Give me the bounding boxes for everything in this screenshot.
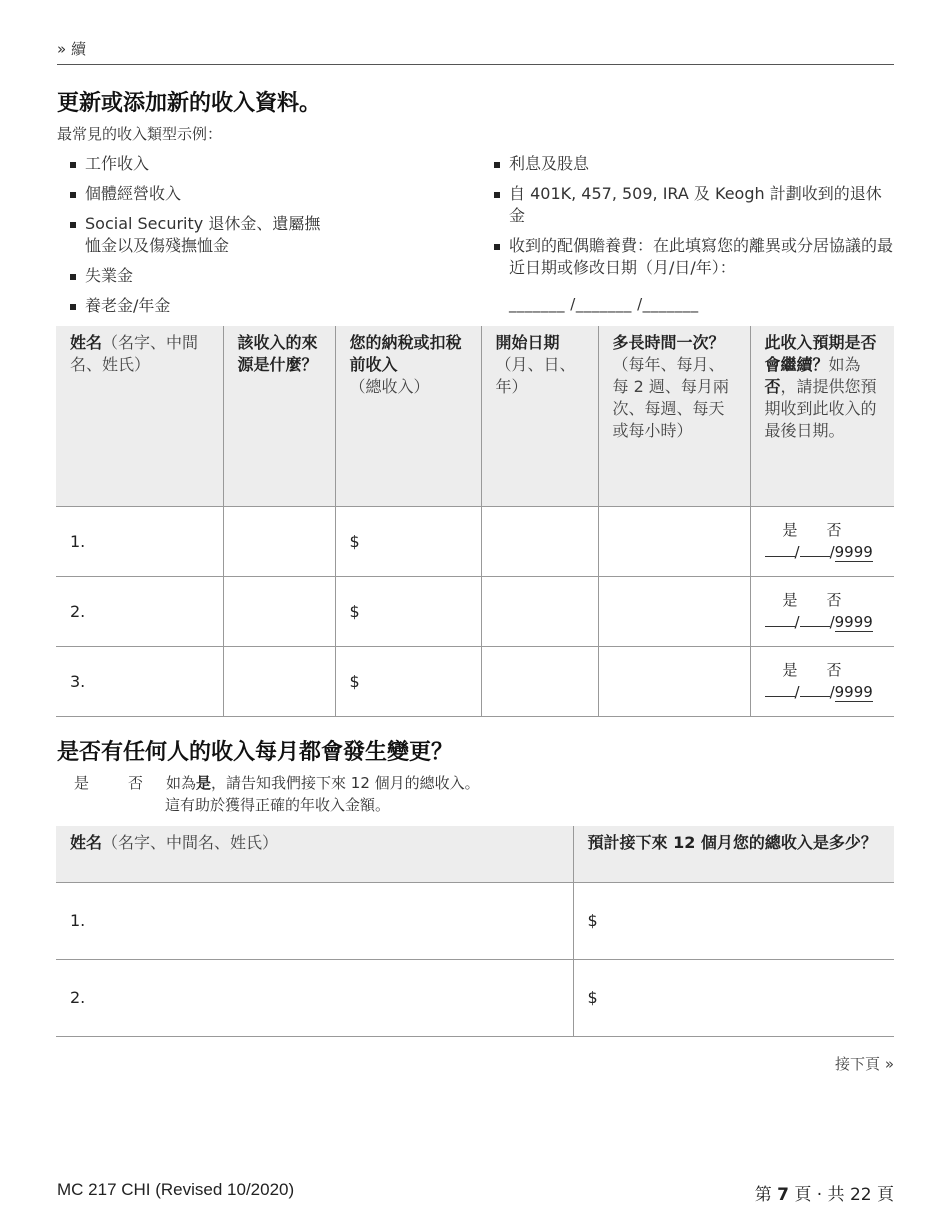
- yes-option[interactable]: 是: [74, 774, 90, 792]
- list-item: 個體經營收入: [70, 183, 450, 205]
- monthly-change-question: [74, 772, 480, 816]
- name-cell[interactable]: 3.: [56, 646, 223, 716]
- income-table: [56, 326, 894, 717]
- income-cell[interactable]: $: [335, 646, 481, 716]
- name-cell[interactable]: 1.: [56, 882, 573, 959]
- no-option[interactable]: 否: [128, 774, 144, 792]
- table-row: [56, 959, 894, 1036]
- name-cell[interactable]: 2.: [56, 959, 573, 1036]
- yes-option[interactable]: 是: [782, 661, 798, 679]
- no-option[interactable]: 否: [826, 521, 842, 539]
- col-header-total-income: 預計接下來 12 個月您的總收入是多少？: [573, 826, 894, 882]
- next-page-marker: 接下頁 »: [835, 1055, 894, 1073]
- end-date-field[interactable]: / /9999: [765, 611, 881, 633]
- top-divider: [57, 64, 894, 65]
- section-title-update-income: 更新或添加新的收入資料。: [57, 91, 322, 116]
- col-header-gross-income: 您的納稅或扣稅前收入 （總收入）: [335, 326, 481, 506]
- yes-option[interactable]: 是: [782, 591, 798, 609]
- alimony-date-field[interactable]: _______ /_______ /_______: [509, 295, 699, 313]
- table-row: [56, 506, 894, 576]
- end-date-field[interactable]: / /9999: [765, 541, 881, 563]
- income-cell[interactable]: $: [335, 576, 481, 646]
- list-item: 自 401K, 457, 509, IRA 及 Keogh 計劃收到的退休金: [494, 183, 894, 227]
- list-item: 養老金/年金: [70, 295, 450, 317]
- continue-cell: [750, 646, 894, 716]
- continue-cell: [750, 576, 894, 646]
- col-header-frequency: 多長時間一次？ （每年、每月、每 2 週、每月兩次、每週、每天或每小時）: [598, 326, 750, 506]
- income-type-list-left: [70, 153, 450, 325]
- list-item: Social Security 退休金、遺屬撫恤金以及傷殘撫恤金: [70, 213, 330, 257]
- annual-income-table: [56, 826, 894, 1037]
- note-text: 如為是，請告知我們接下來 12 個月的總收入。: [166, 774, 480, 792]
- col-header-name: 姓名（名字、中間名、姓氏）: [56, 826, 573, 882]
- col-header-start-date: 開始日期 （月、日、年）: [481, 326, 598, 506]
- start-date-cell[interactable]: [481, 506, 598, 576]
- frequency-cell[interactable]: [598, 506, 750, 576]
- col-header-source: 該收入的來源是什麼？: [223, 326, 335, 506]
- col-header-name: 姓名（名字、中間名、姓氏）: [56, 326, 223, 506]
- source-cell[interactable]: [223, 576, 335, 646]
- no-option[interactable]: 否: [826, 661, 842, 679]
- source-cell[interactable]: [223, 646, 335, 716]
- table-row: [56, 646, 894, 716]
- note-text-2: 這有助於獲得正確的年收入金額。: [165, 796, 391, 814]
- col-header-continue: 此收入預期是否會繼續？如為否，請提供您預期收到此收入的最後日期。: [750, 326, 894, 506]
- source-cell[interactable]: [223, 506, 335, 576]
- end-date-field[interactable]: / /9999: [765, 681, 881, 703]
- section-title-monthly-change: 是否有任何人的收入每月都會發生變更？: [57, 740, 454, 765]
- income-cell[interactable]: $: [335, 506, 481, 576]
- frequency-cell[interactable]: [598, 646, 750, 716]
- yes-option[interactable]: 是: [782, 521, 798, 539]
- no-option[interactable]: 否: [826, 591, 842, 609]
- table-row: [56, 882, 894, 959]
- income-examples-intro: 最常見的收入類型示例：: [57, 125, 223, 143]
- name-cell[interactable]: 1.: [56, 506, 223, 576]
- frequency-cell[interactable]: [598, 576, 750, 646]
- table-row: [56, 576, 894, 646]
- income-cell[interactable]: $: [573, 882, 894, 959]
- continued-marker: » 續: [57, 40, 86, 58]
- name-cell[interactable]: 2.: [56, 576, 223, 646]
- start-date-cell[interactable]: [481, 646, 598, 716]
- continue-cell: [750, 506, 894, 576]
- form-id: MC 217 CHI (Revised 10/2020): [57, 1180, 295, 1199]
- list-item: 收到的配偶贍養費：在此填寫您的離異或分居協議的最近日期或修改日期（月/日/年）：: [494, 235, 894, 279]
- income-cell[interactable]: $: [573, 959, 894, 1036]
- list-item: 工作收入: [70, 153, 450, 175]
- list-item: 利息及股息: [494, 153, 894, 175]
- list-item: 失業金: [70, 265, 450, 287]
- start-date-cell[interactable]: [481, 576, 598, 646]
- page-number: 第 7 頁 · 共 22 頁: [754, 1185, 894, 1205]
- income-type-list-right: [494, 153, 894, 287]
